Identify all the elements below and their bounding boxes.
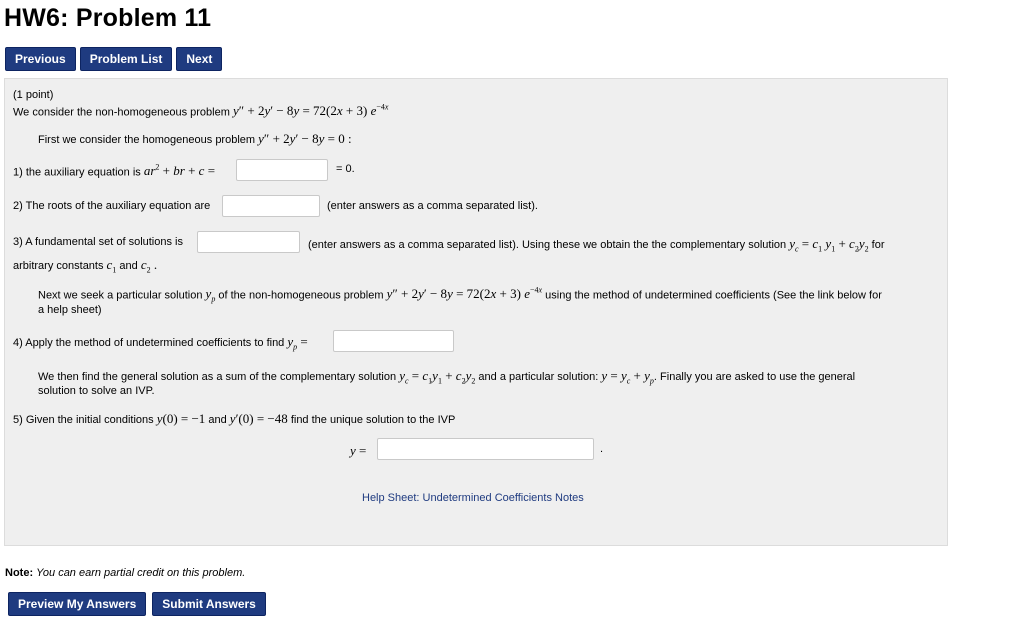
previous-button[interactable]: Previous bbox=[5, 47, 76, 71]
ode-equation-2: y″ + 2y′ − 8y = 72(2x + 3) $e^{-4x}$ bbox=[386, 286, 543, 302]
page-title: HW6: Problem 11 bbox=[4, 4, 212, 32]
complementary-formula: $y_c = c_1$ $y_1 + c_2y_2$ bbox=[789, 236, 869, 254]
homogeneous-line bbox=[38, 131, 352, 147]
general-formula: $y = y_c + y_p$ bbox=[601, 368, 654, 386]
problem-nav bbox=[5, 47, 222, 71]
constants-text: arbitrary constants bbox=[13, 260, 104, 272]
note-label: Note: bbox=[5, 567, 34, 579]
general-line bbox=[38, 368, 855, 386]
q4-line bbox=[13, 334, 308, 352]
particular-text-a: Next we seek a particular solution bbox=[38, 289, 203, 302]
q5-end: find the unique solution to the IVP bbox=[290, 414, 456, 426]
general-text-b: and a particular solution: bbox=[478, 371, 599, 383]
problem-list-button[interactable]: Problem List bbox=[80, 47, 173, 71]
answer-actions bbox=[8, 592, 266, 616]
q1-suffix: = 0. bbox=[336, 163, 355, 175]
q3-constants-line bbox=[13, 257, 157, 275]
q3-suffix: (enter answers as a comma separated list). Using these we obtain the the complementary solution bbox=[308, 239, 787, 251]
particular-text-d: a help sheet) bbox=[38, 304, 102, 316]
general-text-a: We then find the general solution as a sum of the complementary solution bbox=[38, 371, 397, 383]
homogeneous-text: First we consider the homogeneous problem bbox=[38, 134, 256, 146]
preview-answers-button[interactable]: Preview My Answers bbox=[8, 592, 146, 616]
aux-equation-form: $ar^2$ + br + c = bbox=[143, 163, 216, 179]
general-text-c: . Finally you are asked to use the general bbox=[653, 371, 856, 383]
initial-condition-2: y′(0) = −48 bbox=[229, 411, 288, 426]
particular-solution-input[interactable] bbox=[333, 330, 454, 352]
partial-credit-note bbox=[5, 567, 245, 579]
c2-symbol: $c_2$ . bbox=[140, 257, 158, 275]
q2-suffix: (enter answers as a comma separated list). bbox=[327, 200, 538, 212]
ivp-solution-input[interactable] bbox=[377, 438, 594, 460]
q4-label: 4) Apply the method of undetermined coefficients to find bbox=[13, 337, 285, 349]
aux-equation-input[interactable] bbox=[236, 159, 328, 181]
q3-for: for bbox=[871, 239, 885, 251]
q3-suffix-line bbox=[308, 236, 885, 254]
q5-label: 5) Given the initial conditions bbox=[13, 414, 154, 426]
intro-text: We consider the non-homogeneous problem bbox=[13, 106, 230, 119]
and-text: and bbox=[119, 260, 138, 272]
y-equals-label: y = bbox=[350, 443, 367, 458]
complementary-formula-2: $y_c = c_1y_1 + c_2y_2$ bbox=[399, 368, 476, 386]
help-sheet-link[interactable]: Help Sheet: Undetermined Coefficients Notes bbox=[362, 492, 584, 504]
q2-label: 2) The roots of the auxiliary equation are bbox=[13, 200, 211, 212]
particular-text-c: using the method of undetermined coefficients (See the link below for bbox=[545, 289, 882, 302]
points-label: (1 point) bbox=[13, 89, 54, 101]
yp-symbol: $y_p$ bbox=[205, 286, 216, 304]
c1-symbol: $c_1$ bbox=[106, 257, 117, 275]
q5-line bbox=[13, 411, 455, 427]
q3-label: 3) A fundamental set of solutions is bbox=[13, 236, 183, 248]
ode-equation: y″ + 2y′ − 8y = 72(2x + 3) $e^{-4x}$ bbox=[232, 103, 389, 119]
q1-label: 1) the auxiliary equation is bbox=[13, 166, 141, 179]
particular-text-b: of the non-homogeneous problem bbox=[218, 289, 384, 302]
next-button[interactable]: Next bbox=[176, 47, 222, 71]
general-text-d: solution to solve an IVP. bbox=[38, 385, 155, 397]
roots-input[interactable] bbox=[222, 195, 320, 217]
initial-condition-1: y(0) = −1 bbox=[156, 411, 206, 426]
submit-answers-button[interactable]: Submit Answers bbox=[152, 592, 266, 616]
problem-panel bbox=[4, 78, 948, 546]
intro-line bbox=[13, 103, 388, 119]
yp-equals: $y_p$ = bbox=[287, 334, 308, 352]
note-text: You can earn partial credit on this problem. bbox=[36, 567, 246, 579]
q1-line bbox=[13, 163, 215, 179]
particular-line bbox=[38, 286, 882, 304]
trailing-period: . bbox=[600, 443, 604, 455]
homogeneous-equation: y″ + 2y′ − 8y = 0 : bbox=[258, 131, 352, 146]
fundamental-set-input[interactable] bbox=[197, 231, 300, 253]
q5-and: and bbox=[208, 414, 227, 426]
